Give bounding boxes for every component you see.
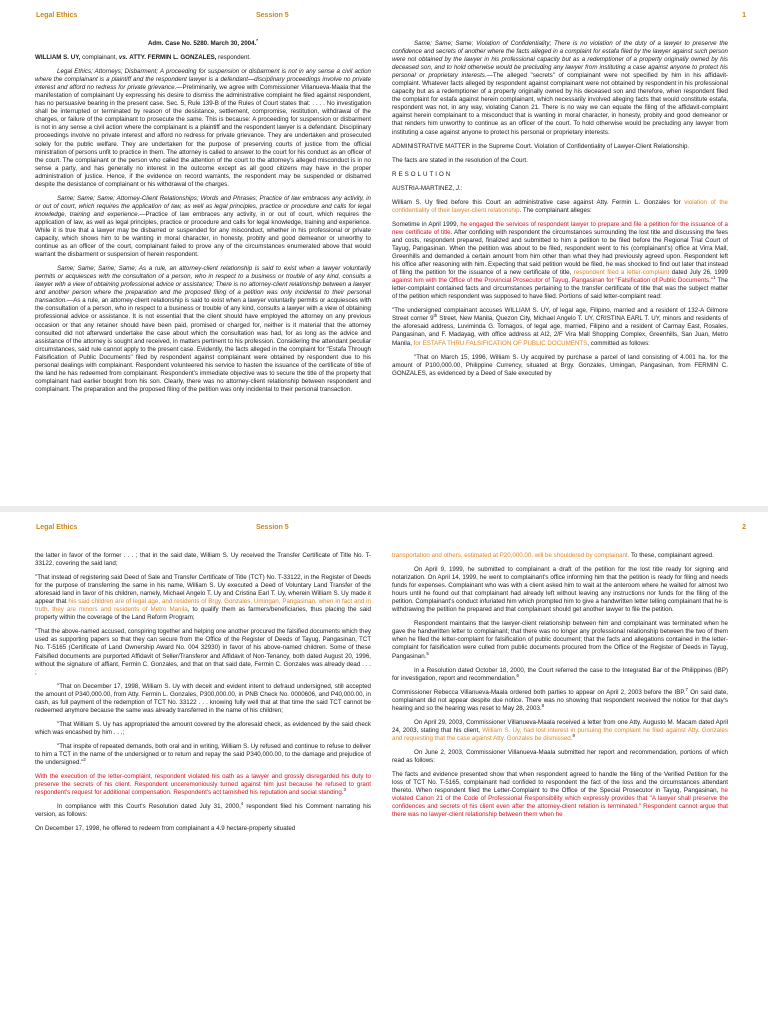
text-run: —The alleged "secrets" of complainant were not specified by him in his affidavit-complaint. Whatever facts alleged by respondent against complainant were not obtained by respondent in his professional capacity but as a redemptioner of a property originally owned by his deceased son and therefore, when respondent filed the complaint for estafa against herein complainant, which necessarily involved alleging facts that would constitute estafa, respondent was not, in any way, violating Canon 21. There is no way we can equate the filing of the affidavit-complaint against herein complainant to a misconduct that is wanting in moral character, in honesty, probity and good demeanor or that renders him unworthy to continue as an officer of the court. To hold otherwise would be precluding any lawyer from instituting a case against anyone to protect his personal or proprietary interests.: [392, 72, 729, 136]
text-run: To these, complainant agreed.: [629, 552, 714, 559]
footnote-marker[interactable]: *: [256, 37, 259, 43]
text-run: Same; Same; Same; Same; As a rule, an attorney-client relationship is said to exist when a lawyer voluntarily permits or acquiesces with the consultation of a person, who in respect to a business or trouble of any kind, consults a lawyer with a view of obtaining professional advice or assistance; There is no attorney-client relationship between a lawyer and another person where the preparation and the proposed filing of a petition was only incidental to their personal transaction.: [35, 265, 371, 305]
text-run: Street, New Manila, Quezon City, Michael Angelo T. UY, CRISTINA EARL T. UY, minors and residents of the aforesaid address, Luviminda G. Tomagos, of legal age, married, Filipino and a resident of Carmay East, Rosales, Pangasinan, and F. Madayag, with office address at AI2, 2/F Vira Mall Shopping Complex, Greenhills, San Juan, Metro Manila,: [392, 315, 728, 347]
text-run: he violated Canon 21 of the Code of Professional Responsibility which expressly provides that "A lawyer shall preserve the confidences and secrets of his client even after the attorney-client relation is terminated." Respondent cannot argue that there was no lawyer-client relationship between them when he: [392, 787, 728, 819]
header-course-title: Legal Ethics: [36, 524, 78, 531]
text-run: his said children are of legal age, and residents of Brgy. Gonzales, Umingan, Pangasinan, when in fact and in truth, they are minors and residents of Metro Manila: [35, 598, 371, 614]
footnote-marker[interactable]: 7: [685, 686, 688, 692]
paragraph: [392, 749, 728, 765]
paragraph: [35, 54, 371, 62]
paragraph: [35, 825, 371, 833]
text-column-right: [392, 552, 728, 825]
page-number: 2: [742, 524, 746, 531]
text-run: J.: [455, 184, 461, 192]
paragraph: [392, 157, 728, 165]
text-run: "That the above-named accused, conspiring together and helping one another procured the falsified documents which they used as supporting papers so that they can secure from the Office of the Register of Deeds of Tayug, Pangasinan, TCT No. T-5165 (Certificate of Land Ownership Award No. 004 32930) in favor of his above-named children. Some of these Falsified documents are purported Affidavit of Seller/Transferor and Affidavit of Non-Tenancy, both dated August 20, 1996, without the signature of affiant, Fermin C. Gonzales, and that on that said date, Fermin C. Gonzales was already dead . . . ;: [35, 628, 371, 676]
text-column-left: [35, 37, 371, 400]
paragraph: [35, 803, 371, 819]
paragraph: [392, 667, 728, 683]
footnote-marker[interactable]: 6: [516, 672, 520, 678]
text-run: On June 2, 2003, Commissioner Villanueva-Maala submitted her report and recommendation, portions of which read as follows:: [392, 748, 728, 764]
text-run: —As a rule, an attorney-client relationship is said to exist when a lawyer voluntarily permits or acquiesces with the consultation of a person, who in respect to a business or trouble of any kind, consults a lawyer with a view of obtaining professional advice or assistance. It is not essential that the client should have employed the attorney on any previous occasion or that any retainer should have been paid, promised or charged for, neither is it material that the attorney consulted did not afterward undertake the case about which the consultation was had, for as long as the advice and assistance of the attorney is sought and received, in matters pertinent to his profession. Considering the attendant peculiar circumstances, said rule cannot apply to the present case. Evidently, the facts alleged in the complaint for "Estafa Through Falsification of Public Documents" filed by respondent against complainant were obtained by respondent due to his personal dealings with complainant. Respondent volunteered his service to hasten the issuance of the certificate of title of the land he has redeemed from complainant. Respondent's immediate objective was to secure the title of the property that complainant had earlier bought from his son. Clearly, there was no attorney-client relationship between respondent and complainant. The preparation and the proposed filing of the petition was only incidental to their personal transaction.: [35, 297, 371, 393]
footnote-marker[interactable]: 4: [240, 801, 244, 807]
text-run: ADMINISTRATIVE MATTER in the Supreme Court. Violation of Confidentiality of Lawyer-Client Relationship.: [392, 142, 690, 150]
text-run: ATTY. FERMIN L. GONZALES,: [129, 54, 219, 62]
paragraph: [392, 199, 728, 215]
text-run: On April 29, 2003, Commissioner Villanueva-Maala received a letter from one Atty. Augusto M. Macam dated April 24, 2003, stating that his client,: [392, 718, 728, 734]
paragraph: [392, 171, 728, 179]
text-run: "The undersigned complainant accuses WILLIAM S. UY, of legal age, Filipino, married and a resident of 132-A Gilmore Street corner 9: [392, 307, 728, 323]
text-run: for ESTAFA THRU FALSIFICATION OF PUBLIC DOCUMENTS: [413, 339, 588, 347]
paragraph: [35, 628, 371, 676]
paragraph: [35, 743, 371, 767]
text-run: respondent filed a letter-complaint: [573, 269, 670, 277]
text-run: Same; Same; Same; Violation of Confidentiality; There is no violation of the duty of a lawyer to preserve the confidence and secrets of another where the facts alleged in a complaint for estafa filed by the lawyer against such person were not obtained by the lawyer in his professional capacity but as a redemptioner of a property originally owned by his deceased son, and to hold otherwise would be precluding any lawyer from instituting a case against anyone to protect his personal or proprietary interests.: [392, 40, 728, 80]
page-header: [36, 12, 746, 24]
paragraph: [392, 221, 728, 301]
text-run: In compliance with this Court's Resolution dated July 31, 2000,: [57, 803, 241, 811]
paragraph: [392, 185, 728, 193]
footnote-marker[interactable]: 8: [541, 702, 545, 708]
text-run: the latter in favor of the former . . . ; that in the said date, William S. Uy received the Transfer Certificate of Title No. T-33122, covering the said land;: [35, 552, 371, 568]
paragraph: [392, 719, 728, 743]
text-run: "That instead of registering said Deed of Sale and Transfer Certificate of Title (TCT) No. T-33122, in the Register of Deeds for the purpose of transferring the same in his name, William S. Uy executed a Deed of Voluntary Land Transfer of the aforesaid land in favor of his children, namely, Michael Angelo T. Uy and Cristina Earl T. Uy, wherein William S. Uy made it appear that: [35, 574, 371, 606]
footnote-marker[interactable]: 3: [343, 787, 347, 793]
text-run: Same; Same; Same; Attorney-Client Relationships; Words and Phrases; Practice of law embraces any activity, in or out of court, which requires the application of law, as well as legal principles, practice or procedure and calls for legal knowledge, training and experience.: [35, 194, 371, 218]
text-run: "That William S. Uy has appropriated the amount covered by the aforesaid check, as evidenced by the said check which was encashed by him . . .;: [35, 720, 371, 736]
paragraph: [35, 37, 371, 48]
text-column-left: [35, 552, 371, 839]
header-course-title: Legal Ethics: [36, 12, 78, 19]
paragraph: [392, 143, 728, 151]
paragraph: [35, 265, 371, 394]
header-session: Session 5: [256, 12, 289, 19]
paragraph: [392, 686, 728, 713]
text-run: dated July 26, 1999: [669, 269, 728, 277]
paragraph: [35, 721, 371, 737]
text-run: On said date, complainant did not appear despite due notice. There was no showing that respondent received the notice for that day's hearing and so the hearing was reset to May 28, 2003.: [392, 688, 728, 712]
text-run: transportation and others, estimated at P20,000.00, will be shouldered by complainant.: [392, 552, 630, 559]
text-run: "That inspite of repeated demands, both oral and in writing, William S. Uy refused and continue to refuse to deliver to him a TCT in the name of the undersigned or to return and repay the said P340,000.00, to the damage and prejudice of the undersigned.": [35, 742, 371, 767]
document-page-2: [0, 512, 768, 1024]
text-run: —Practice of law embraces any activity, in or out of court, which requires the application of law, as well as legal principles, practice or procedure and calls for legal knowledge, training and experience. While it is true that a lawyer may be disbarred or suspended for any misconduct, whether in his professional or private capacity, which shows him to be wanting in moral character, in honesty, probity and good demeanor or unworthy to continue as an officer of the court, complainant failed to prove any of the circumstances enumerated above that would warrant the disbarment or suspension of herein respondent.: [35, 210, 371, 259]
text-run: respondent.: [218, 54, 251, 62]
text-run: —Preliminarily, we agree with Commissioner Villanueva-Maala that the manifestation of complainant Uy expressing his desire to dismiss the administrative complaint he filed against respondent, has no persuasive bearing in the present case. Sec. 5, Rule 139-B of the Rules of Court states that: . . . . No investigation shall be interrupted or terminated by reason of the desistance, settlement, compromise, restitution, withdrawal of the charges, or failure of the complainant to prosecute the same. This is because: A proceeding for suspension or disbarment is not in any sense a civil action where the complainant is a plaintiff and the respondent lawyer is a defendant. Disciplinary proceedings involve no private interest and afford no redress for private grievance. They are undertaken and prosecuted solely for the public welfare. They are undertaken for the purpose of preserving courts of justice from the official ministration of persons unfit to practice in them. The attorney is called to answer to the court for his conduct as an officer of the court. The complainant or the person who called the attention of the court to the attorney's alleged misconduct is in no sense a party, and has generally no interest in the outcome except as all good citizens may have in the proper administration of justice. Hence, if the evidence on record warrants, the respondent may be suspended or disbarred despite the desistance of complainant or his withdrawal of the charges.: [35, 84, 371, 188]
paragraph: [35, 773, 371, 797]
paragraph: [35, 552, 371, 568]
text-run: Respondent maintains that the lawyer-client relationship between him and complainant was terminated when he gave the handwritten letter to complainant; that there was no longer any professional relationship between the two of them when he filed the letter-complaint for falsification of public document; that the facts and allegations contained in the letter-complaint for falsification were culled from public documents procured from the Office of the Register of Deeds in Tayug, Pangasinan.: [392, 620, 728, 660]
text-run: respondent filed his Comment narrating his version, as follows:: [35, 803, 372, 819]
text-run: . The complainant alleges:: [519, 206, 592, 214]
text-run: , committed as follows:: [587, 339, 650, 347]
text-run: complainant,: [82, 54, 119, 62]
footnote-marker[interactable]: 1: [713, 275, 716, 281]
text-run: Adm. Case No. 5280. March 30, 2004.: [147, 40, 257, 47]
text-run: "That on March 15, 1996, William S. Uy acquired by purchase a parcel of land consisting of 4.001 ha. for the amount of P100,000.00, Philippine Currency, situated at Brgy. Gonzales, Umingan, Pangasinan, from FERMIN C. GONZALES, as evidenced by a Deed of Sale executed by: [392, 353, 728, 377]
text-run: :: [460, 184, 463, 192]
page-header: [36, 524, 746, 536]
paragraph: [392, 354, 728, 378]
footnote-marker[interactable]: 2: [83, 756, 86, 762]
paragraph: [392, 40, 728, 137]
text-run: On April 9, 1999, he submitted to complainant a draft of the petition for the lost title ready for signing and notarization. On April 14, 1999, he went to complainant's office informing him that the petition is ready for filing and needs funds for expenses. Complainant who was with a client asked him to wait at the anteroom where he waited for almost two hours until he found out that complainant had already left without leaving any instructions nor funds for the filing of the petition. Complainant's conduct infuriated him which prompted him to give a handwritten letter telling complainant that he is withdrawing the petition he prepared and that complainant should get another lawyer to file the petition.: [392, 566, 728, 614]
text-run: In a Resolution dated October 18, 2000, the Court referred the case to the Integrated Bar of the Philippines (IBP) for investigation, report and recommendation.: [392, 666, 728, 682]
text-run: . After confiding with respondent the circumstances surrounding the lost title and discussing the fees and costs, respondent prepared, finalized and submitted to him a petition to be filed before the Regional Trial Court of Tayug, Pangasinan. When the petition was about to be filed, respondent went to his (complainant's) office at Virra Mall, Greenhills and demanded a certain amount from him other than what they had previously agreed upon. Respondent left his office after reasoning with him. Expecting that said petition would be filed, he was shocked to find out later that instead of filing the petition for the issuance of a new certificate of title,: [392, 228, 728, 277]
text-run: William S. Uy filed before this Court an administrative case against Atty. Fermin L. Gonzales for: [392, 198, 685, 206]
text-run: against him with the Office of the Provincial Prosecutor of Tayug, Pangasinan for "Falsification of Public Documents.": [392, 277, 714, 285]
text-run: Commissioner Rebecca Villanueva-Maala ordered both parties to appear on April 2, 2003 before the IBP.: [392, 688, 686, 696]
paragraph: [35, 195, 371, 259]
paragraph: [35, 68, 371, 189]
text-run: "That on December 17, 1998, William S. Uy with deceit and evident intent to defraud undersigned, still accepted the amount of P340,000.00, from Atty. Fermin L. Gonzales, P300,000.00, in PNB Check No. 0000606, and P40,000.00, in cash, as full payment of the redemption of TCT No. 33122 . . . knowing fully well that at that time the said TCT cannot be redeemed anymore because the same was already transferred in the name of his children;: [35, 682, 371, 714]
text-run: AUSTRIA-MARTINEZ,: [392, 184, 456, 192]
paragraph: [392, 620, 728, 660]
text-run: vs.: [118, 54, 130, 62]
text-column-right: [392, 40, 728, 384]
text-run: Legal Ethics; Attorneys; Disbarment; A proceeding for suspension or disbarment is not in any sense a civil action where the complainant is a plaintiff and the respondent lawyer is a defendant—disciplinary proceedings involve no private interest and afford no redress for private grievance.: [35, 68, 371, 92]
text-run: violation of the confidentiality of their lawyer-client relationship: [392, 198, 728, 214]
text-run: William S. Uy, had lost interest in pursuing the complaint he filed against Atty. Gonzales and requesting that the case against Atty. Gonzales be dismissed.: [392, 726, 728, 742]
text-run: RESOLUTION: [392, 170, 453, 178]
page-number: 1: [742, 12, 746, 19]
text-run: On December 17, 1998, he offered to redeem from complainant a 4.9 hectare-property situated: [35, 825, 296, 833]
footnote-marker[interactable]: th: [433, 313, 438, 319]
header-session: Session 5: [256, 524, 289, 531]
footnote-marker[interactable]: 9: [572, 732, 575, 738]
paragraph: [392, 566, 728, 614]
text-run: , to qualify them as farmers/beneficiaries, thus placing the said property within the coverage of the Land Reform Program;: [35, 606, 371, 622]
text-run: With the execution of the letter-complaint, respondent violated his oath as a lawyer and grossly disregarded his duty to preserve the secrets of his client. Respondent unceremoniously turned against him just because he refused to grant respondent's request for additional compensation. Respondent's act tarnished his reputation and social standing.: [35, 773, 371, 797]
footnote-marker[interactable]: 5: [426, 650, 429, 656]
paragraph: [392, 771, 728, 819]
text-run: WILLIAM S. UY,: [35, 54, 83, 62]
text-run: he engaged the services of respondent lawyer to prepare and file a petition for the issuance of a new certificate of title: [392, 220, 728, 236]
text-run: The facts and evidence presented show that when respondent agreed to handle the filing of the Verified Petition for the loss of TCT No. T-5165, complainant had confided to respondent the fact of the loss and the circumstances attendant thereto. When respondent filed the Letter-Complaint to the Office of the Special Prosecutor in Tayug, Pangasinan,: [392, 771, 728, 795]
paragraph: [392, 552, 728, 560]
paragraph: [392, 307, 728, 347]
paragraph: [35, 574, 371, 622]
text-run: The facts are stated in the resolution of the Court.: [392, 156, 528, 164]
text-run: Sometime in April 1999,: [392, 220, 461, 228]
paragraph: [35, 683, 371, 715]
text-run: The letter-complaint contained facts and circumstances pertaining to the transfer certificate of title that was the subject matter of the petition which respondent was supposed to have filed. Portions of said letter-complaint read:: [392, 277, 728, 301]
